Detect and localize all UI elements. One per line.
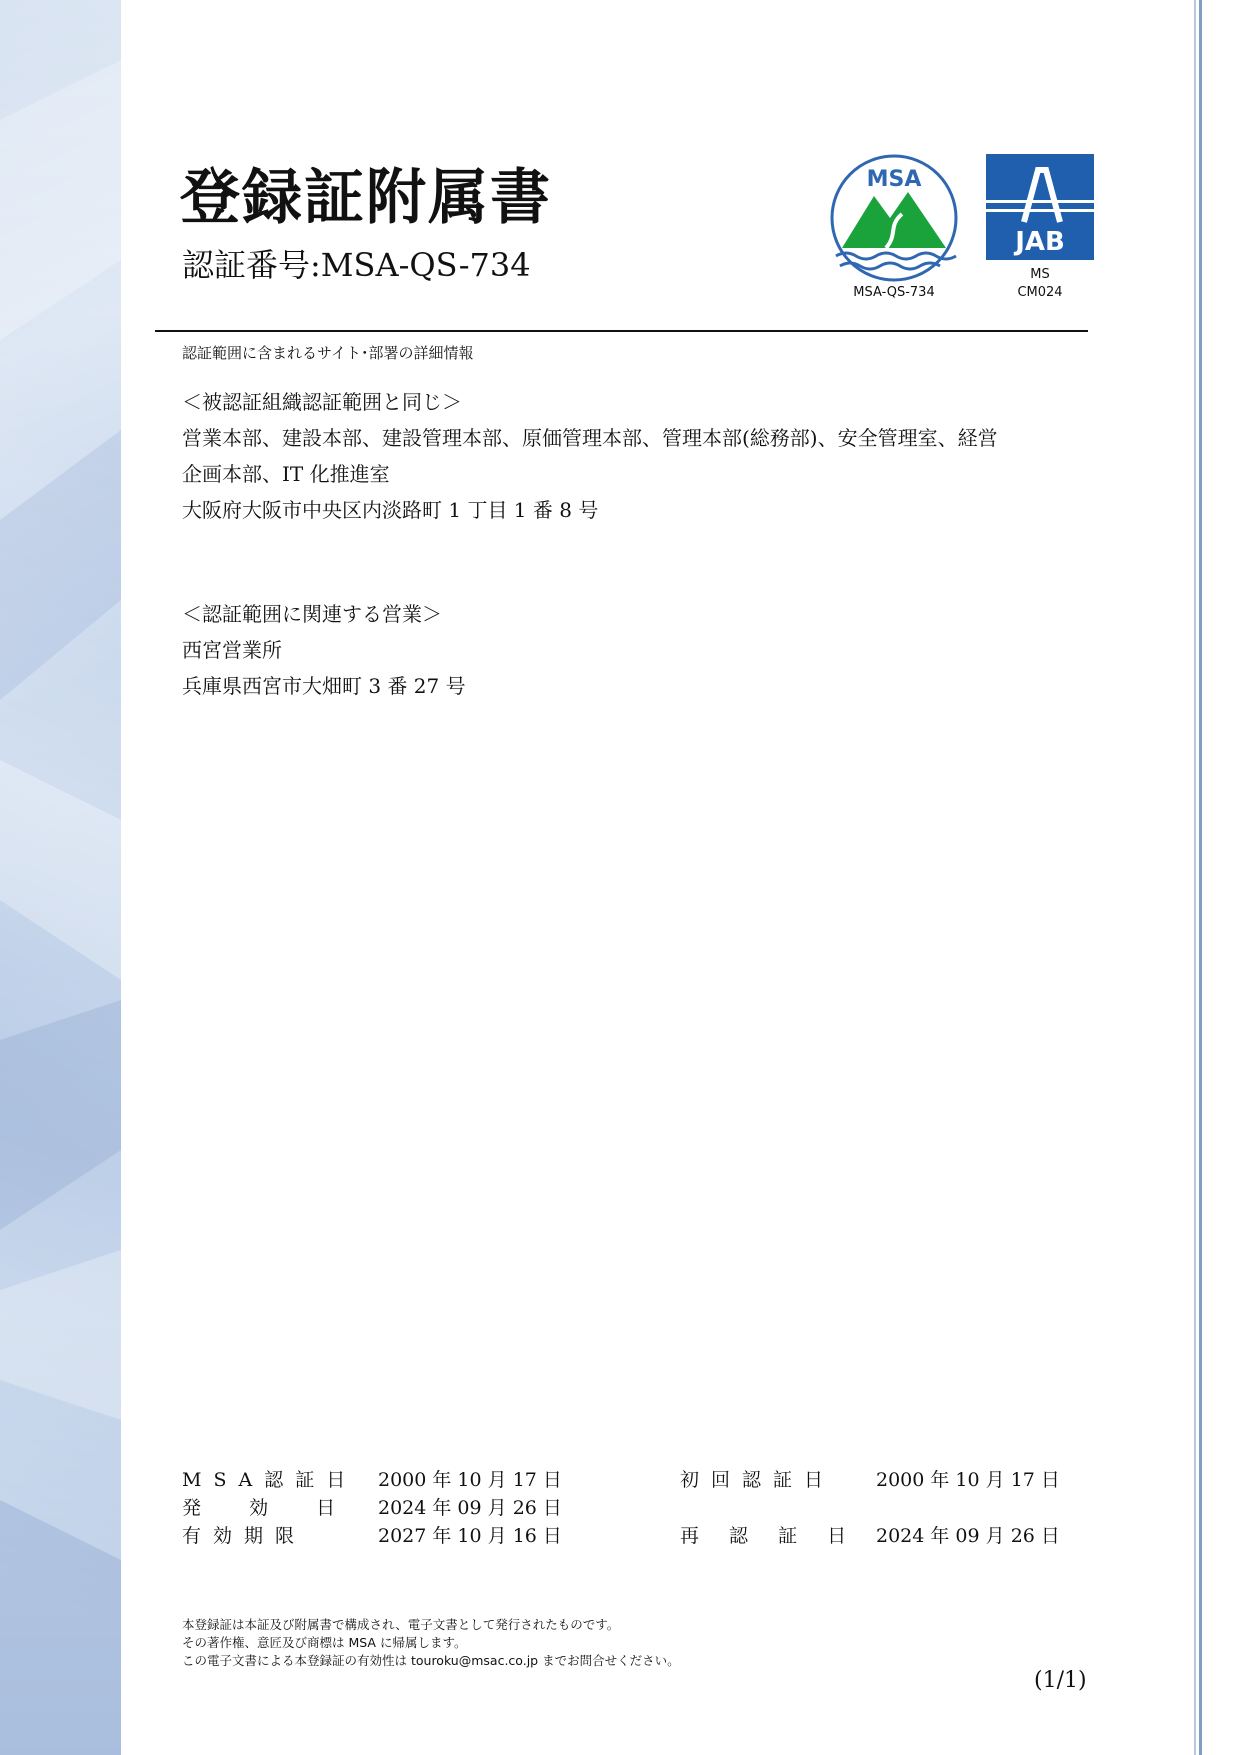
footer-line: その著作権、意匠及び商標は MSA に帰属します。 bbox=[182, 1635, 467, 1650]
date-table bbox=[182, 1466, 1062, 1550]
jab-logo-ms: MS bbox=[1030, 267, 1050, 282]
date-row bbox=[182, 1522, 1062, 1550]
recert-date-label: 再 認 証 日 bbox=[680, 1525, 859, 1547]
date-row bbox=[182, 1494, 1062, 1522]
recert-date-value: 2024 年 09 月 26 日 bbox=[876, 1525, 1060, 1547]
first-cert-date-value: 2000 年 10 月 17 日 bbox=[876, 1469, 1060, 1491]
cert-number: 認証番号:MSA-QS-734 bbox=[182, 246, 531, 284]
msa-cert-date-label: MSA認証日 bbox=[182, 1469, 358, 1491]
msa-logo-text: MSA bbox=[866, 167, 922, 192]
departments-line: 企画本部、IT 化推進室 bbox=[182, 462, 390, 486]
site-address: 兵庫県西宮市大畑町 3 番 27 号 bbox=[182, 674, 466, 698]
footer-notes bbox=[182, 1616, 680, 1670]
expiry-date-label: 有効期限 bbox=[182, 1525, 307, 1547]
page-number: (1/1) bbox=[1034, 1668, 1087, 1693]
jab-logo-code: CM024 bbox=[1017, 285, 1063, 300]
msa-logo bbox=[828, 152, 960, 302]
header-divider bbox=[155, 330, 1088, 332]
site-block-related bbox=[182, 596, 466, 704]
jab-logo bbox=[986, 154, 1094, 302]
block-heading: ＜被認証組織認証範囲と同じ＞ bbox=[182, 390, 462, 414]
decorative-side-band bbox=[0, 0, 121, 1755]
right-border-line bbox=[1194, 0, 1196, 1755]
footer-line: この電子文書による本登録証の有効性は touroku@msac.co.jp までお問合せください。 bbox=[182, 1653, 680, 1668]
section-heading: 認証範囲に含まれるサイト･部署の詳細情報 bbox=[182, 344, 474, 362]
site-block-main bbox=[182, 384, 998, 528]
footer-line: 本登録証は本証及び附属書で構成され、電子文書として発行されたものです。 bbox=[182, 1617, 620, 1632]
departments-line: 営業本部、建設本部、建設管理本部、原価管理本部、管理本部(総務部)、安全管理室、経営 bbox=[182, 426, 998, 450]
expiry-date-value: 2027 年 10 月 16 日 bbox=[378, 1525, 562, 1547]
effective-date-label: 発 効 日 bbox=[182, 1497, 348, 1519]
right-border-line bbox=[1199, 0, 1202, 1755]
site-name: 西宮営業所 bbox=[182, 638, 282, 662]
document-title: 登録証附属書 bbox=[180, 163, 552, 233]
site-address: 大阪府大阪市中央区内淡路町 1 丁目 1 番 8 号 bbox=[182, 498, 599, 522]
date-row bbox=[182, 1466, 1062, 1494]
first-cert-date-label: 初回認証日 bbox=[680, 1469, 836, 1491]
jab-logo-text: JAB bbox=[1015, 227, 1065, 257]
effective-date-value: 2024 年 09 月 26 日 bbox=[378, 1497, 562, 1519]
msa-logo-number: MSA-QS-734 bbox=[853, 285, 935, 300]
msa-cert-date-value: 2000 年 10 月 17 日 bbox=[378, 1469, 562, 1491]
block-heading: ＜認証範囲に関連する営業＞ bbox=[182, 602, 442, 626]
